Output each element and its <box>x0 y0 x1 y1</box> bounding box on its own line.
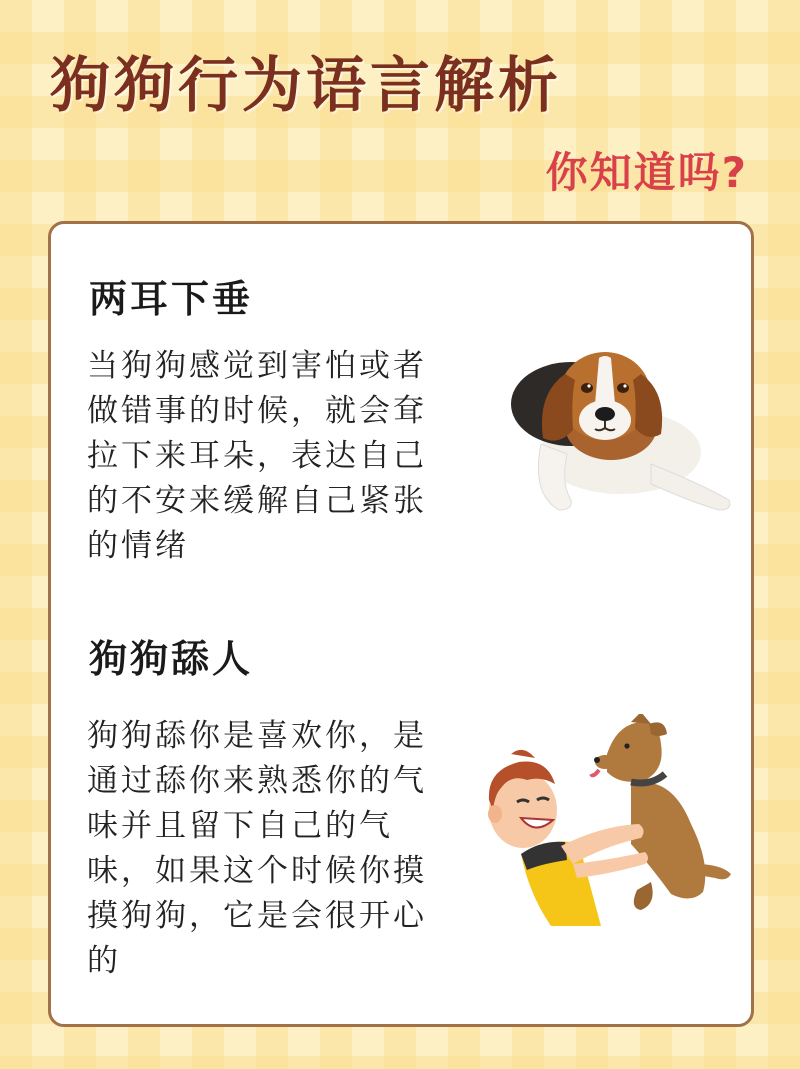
section-text-licking: 狗狗舔你是喜欢你，是通过舔你来熟悉你的气味并且留下自己的气味，如果这个时候你摸摸狗狗，它是会很开心的 <box>87 718 427 979</box>
boy-hugging-dog-illustration <box>481 714 746 939</box>
content-card <box>48 221 754 1027</box>
section-heading-licking: 狗狗舔人 <box>89 637 254 681</box>
section-heading-ears: 两耳下垂 <box>89 277 254 321</box>
beagle-dog-illustration <box>501 334 741 524</box>
page-title: 狗狗行为语言解析 <box>50 51 562 121</box>
section-text-ears: 当狗狗感觉到害怕或者做错事的时候，就会耷拉下来耳朵，表达自己的不安来缓解自己紧张的情绪 <box>87 348 427 564</box>
page-subtitle: 你知道吗? <box>545 148 748 197</box>
